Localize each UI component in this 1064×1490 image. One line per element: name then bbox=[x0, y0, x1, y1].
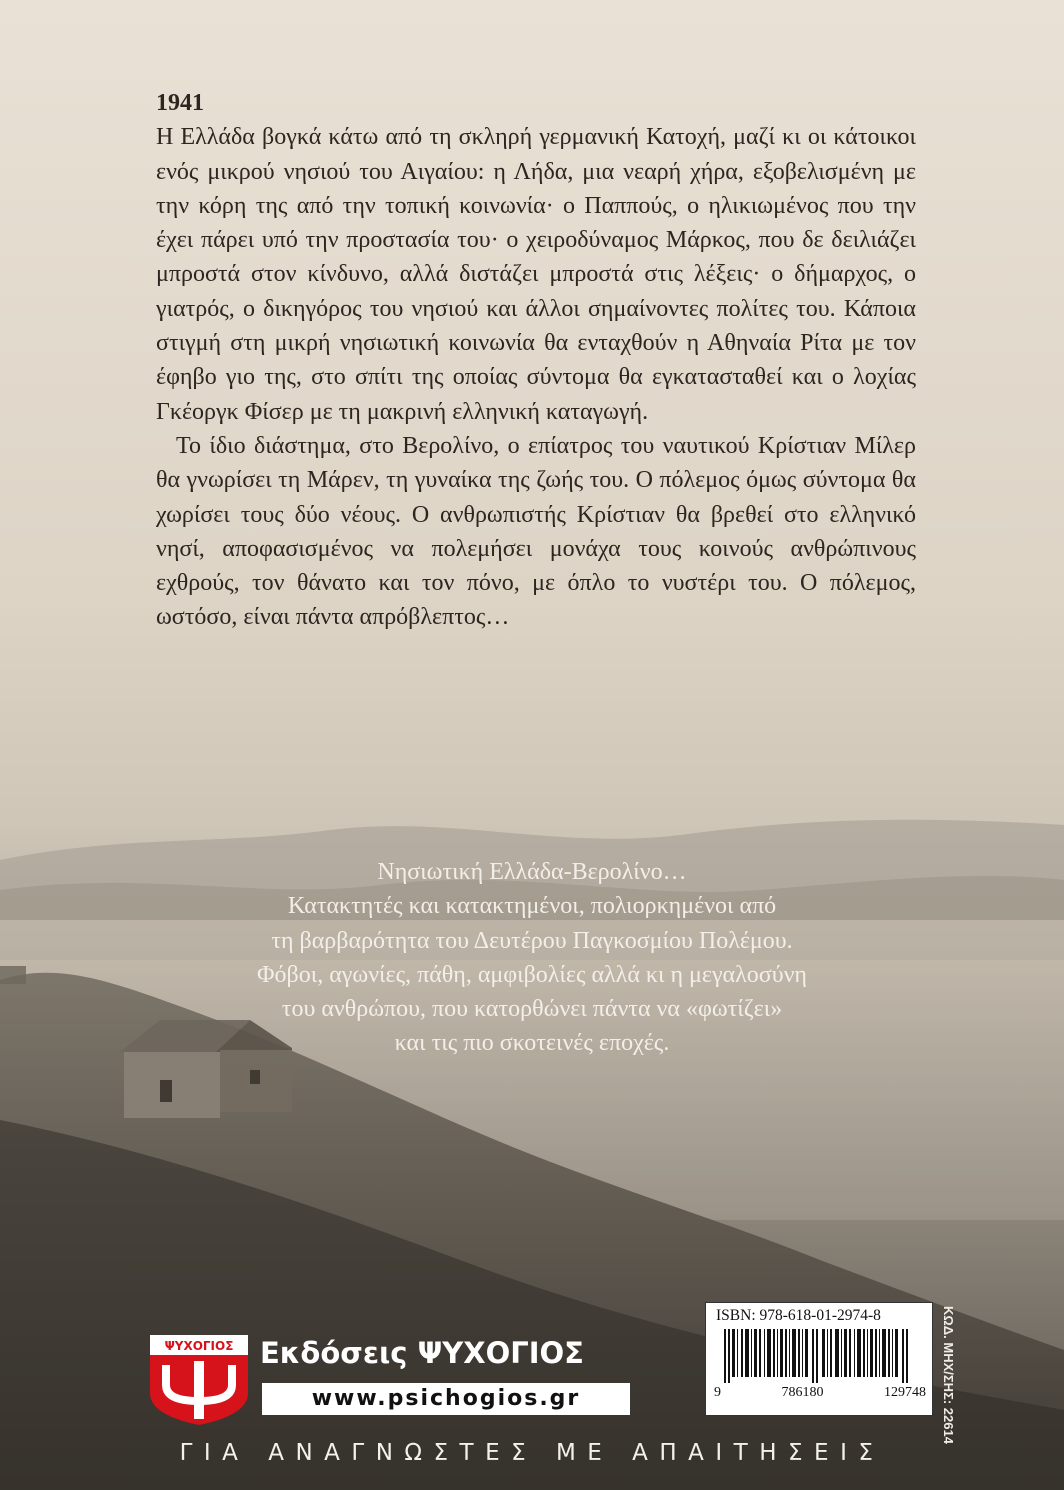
blurb-text bbox=[156, 86, 916, 635]
tagline bbox=[180, 855, 884, 1061]
blurb-year: 1941 bbox=[156, 90, 204, 116]
barcode-digit-first: 9 bbox=[714, 1385, 721, 1400]
tagline-line: Νησιωτική Ελλάδα-Βερολίνο… bbox=[377, 859, 687, 885]
publisher-logo-text: ΨΥΧΟΓΙΟΣ bbox=[164, 1339, 234, 1353]
publisher-motto: ΓΙΑ ΑΝΑΓΝΩΣΤΕΣ ΜΕ ΑΠΑΙΤΗΣΕΙΣ bbox=[179, 1440, 885, 1466]
blurb-paragraph-1: Η Ελλάδα βογκά κάτω από τη σκληρή γερμανική Κατοχή, μαζί κι οι κάτοικοι ενός μικρού νησιού του Αιγαίου: η Λήδα, μια νεαρή χήρα, εξοβελισμένη με την κόρη της από την τοπική κοινωνία· ο Παππούς, ο ηλικιωμένος που την έχει πάρει υπό την προστασία του· ο χειροδύναμος Μάρκος, που δε δειλιάζει μπροστά στον κίνδυνο, αλλά διστάζει μπροστά στις λέξεις· ο δήμαρχος, ο γιατρός, ο δικηγόρος του νησιού και άλλοι σημαίνοντες πολίτες του. Κάποια στιγμή στη μικρή νησιωτική κοινωνία θα ενταχθούν η Αθηναία Ρίτα με τον έφηβο γιο της, στο σπίτι της οποίας σύντομα θα εγκατασταθεί και ο λοχίας Γκέοργκ Φίσερ με τη μακρινή ελληνική καταγωγή. bbox=[156, 124, 916, 425]
small-hut bbox=[0, 966, 26, 984]
barcode-bars bbox=[714, 1329, 926, 1383]
psi-shield-icon bbox=[148, 1333, 250, 1425]
barcode-digits bbox=[714, 1385, 926, 1401]
barcode-group-right: 129748 bbox=[884, 1385, 926, 1400]
barcode-group-left: 786180 bbox=[781, 1385, 824, 1400]
blurb-paragraph-2: Το ίδιο διάστημα, στο Βερολίνο, ο επίατρος του ναυτικού Κρίστιαν Μίλερ θα γνωρίσει τη Μάρεν, τη γυναίκα της ζωής του. Ο πόλεμος όμως σύντομα θα χωρίσει τους δύο νέους. Ο ανθρωπιστής Κρίστιαν θα βρεθεί στο ελληνικό νησί, αποφασισμένος να πολεμήσει μονάχα τους κοινούς ανθρώπινους εχθρούς, τον θάνατο και τον πόνο, με όπλο το νυστέρι του. Ο πόλεμος, ωστόσο, είναι πάντα απρόβλεπτος… bbox=[156, 432, 916, 631]
product-code bbox=[940, 1306, 960, 1444]
product-code-label: ΚΩΔ. ΜΗΧ/ΣΗΣ: 22614 bbox=[941, 1306, 956, 1444]
isbn-label: ISBN: 978-618-01-2974-8 bbox=[716, 1307, 881, 1324]
tagline-line: Φόβοι, αγωνίες, πάθη, αμφιβολίες αλλά κι η μεγαλοσύνη bbox=[257, 961, 807, 988]
tagline-line: και τις πιο σκοτεινές εποχές. bbox=[394, 1030, 670, 1057]
tagline-line: Κατακτητές και κατακτημένοι, πολιορκημένοι από bbox=[287, 893, 777, 920]
tagline-line: τη βαρβαρότητα του Δευτέρου Παγκοσμίου Πολέμου. bbox=[271, 927, 793, 954]
tagline-line: του ανθρώπου, που κατορθώνει πάντα να «φωτίζει» bbox=[281, 996, 783, 1023]
isbn-barcode bbox=[705, 1302, 933, 1416]
publisher-url[interactable]: www.psichogios.gr bbox=[262, 1383, 630, 1415]
publisher-name: Εκδόσεις ΨΥΧΟΓΙΟΣ bbox=[260, 1336, 584, 1370]
